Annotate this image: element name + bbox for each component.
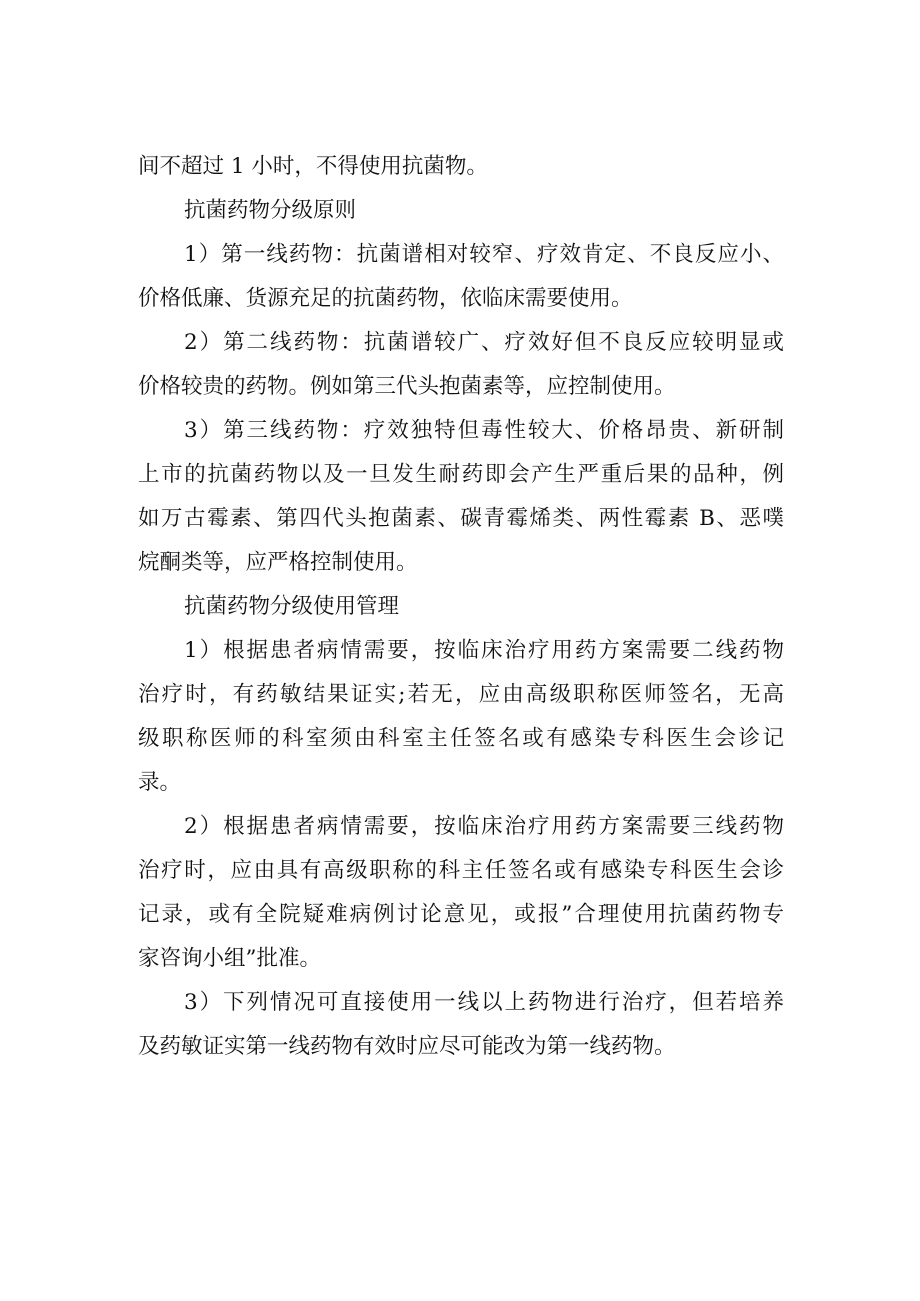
text-line: 1）第一线药物：抗菌谱相对较窄、疗效肯定、不良反应小、: [184, 242, 784, 267]
text-line: 价格低廉、货源充足的抗菌药物，依临床需要使用。: [138, 286, 633, 311]
text-line: 2）根据患者病情需要，按临床治疗用药方案需要三线药物: [184, 814, 784, 839]
text-line: 如万古霉素、第四代头抱菌素、碳青霉烯类、两性霉素 B、恶噗: [138, 506, 784, 531]
text-line: 烷酮类等，应严格控制使用。: [138, 550, 418, 575]
text-line: 记录，或有全院疑难病例讨论意见，或报”合理使用抗菌药物专: [138, 902, 784, 927]
text-line: 2）第二线药物：抗菌谱较广、疗效好但不良反应较明显或: [184, 330, 784, 355]
text-line: 上市的抗菌药物以及一旦发生耐药即会产生严重后果的品种，例: [138, 462, 784, 487]
text-line: 录。: [138, 770, 182, 795]
section-heading: 抗菌药物分级原则: [184, 198, 357, 223]
text-line: 3）下列情况可直接使用一线以上药物进行治疗，但若培养: [184, 990, 784, 1015]
text-line: 治疗时，有药敏结果证实;若无，应由高级职称医师签名，无高: [138, 682, 784, 707]
section-heading: 抗菌药物分级使用管理: [184, 594, 400, 619]
text-line: 3）第三线药物：疗效独特但毒性较大、价格昂贵、新研制: [184, 418, 784, 443]
text-line: 级职称医师的科室须由科室主任签名或有感染专科医生会诊记: [138, 726, 784, 751]
text-line: 家咨询小组”批准。: [138, 946, 321, 971]
text-line: 及药敏证实第一线药物有效时应尽可能改为第一线药物。: [138, 1034, 676, 1059]
text-line: 间不超过 1 小时，不得使用抗菌物。: [138, 154, 488, 179]
text-line: 治疗时，应由具有高级职称的科主任签名或有感染专科医生会诊: [138, 858, 784, 883]
text-line: 1）根据患者病情需要，按临床治疗用药方案需要二线药物: [184, 638, 784, 663]
text-line: 价格较贵的药物。例如第三代头抱菌素等，应控制使用。: [138, 374, 676, 399]
